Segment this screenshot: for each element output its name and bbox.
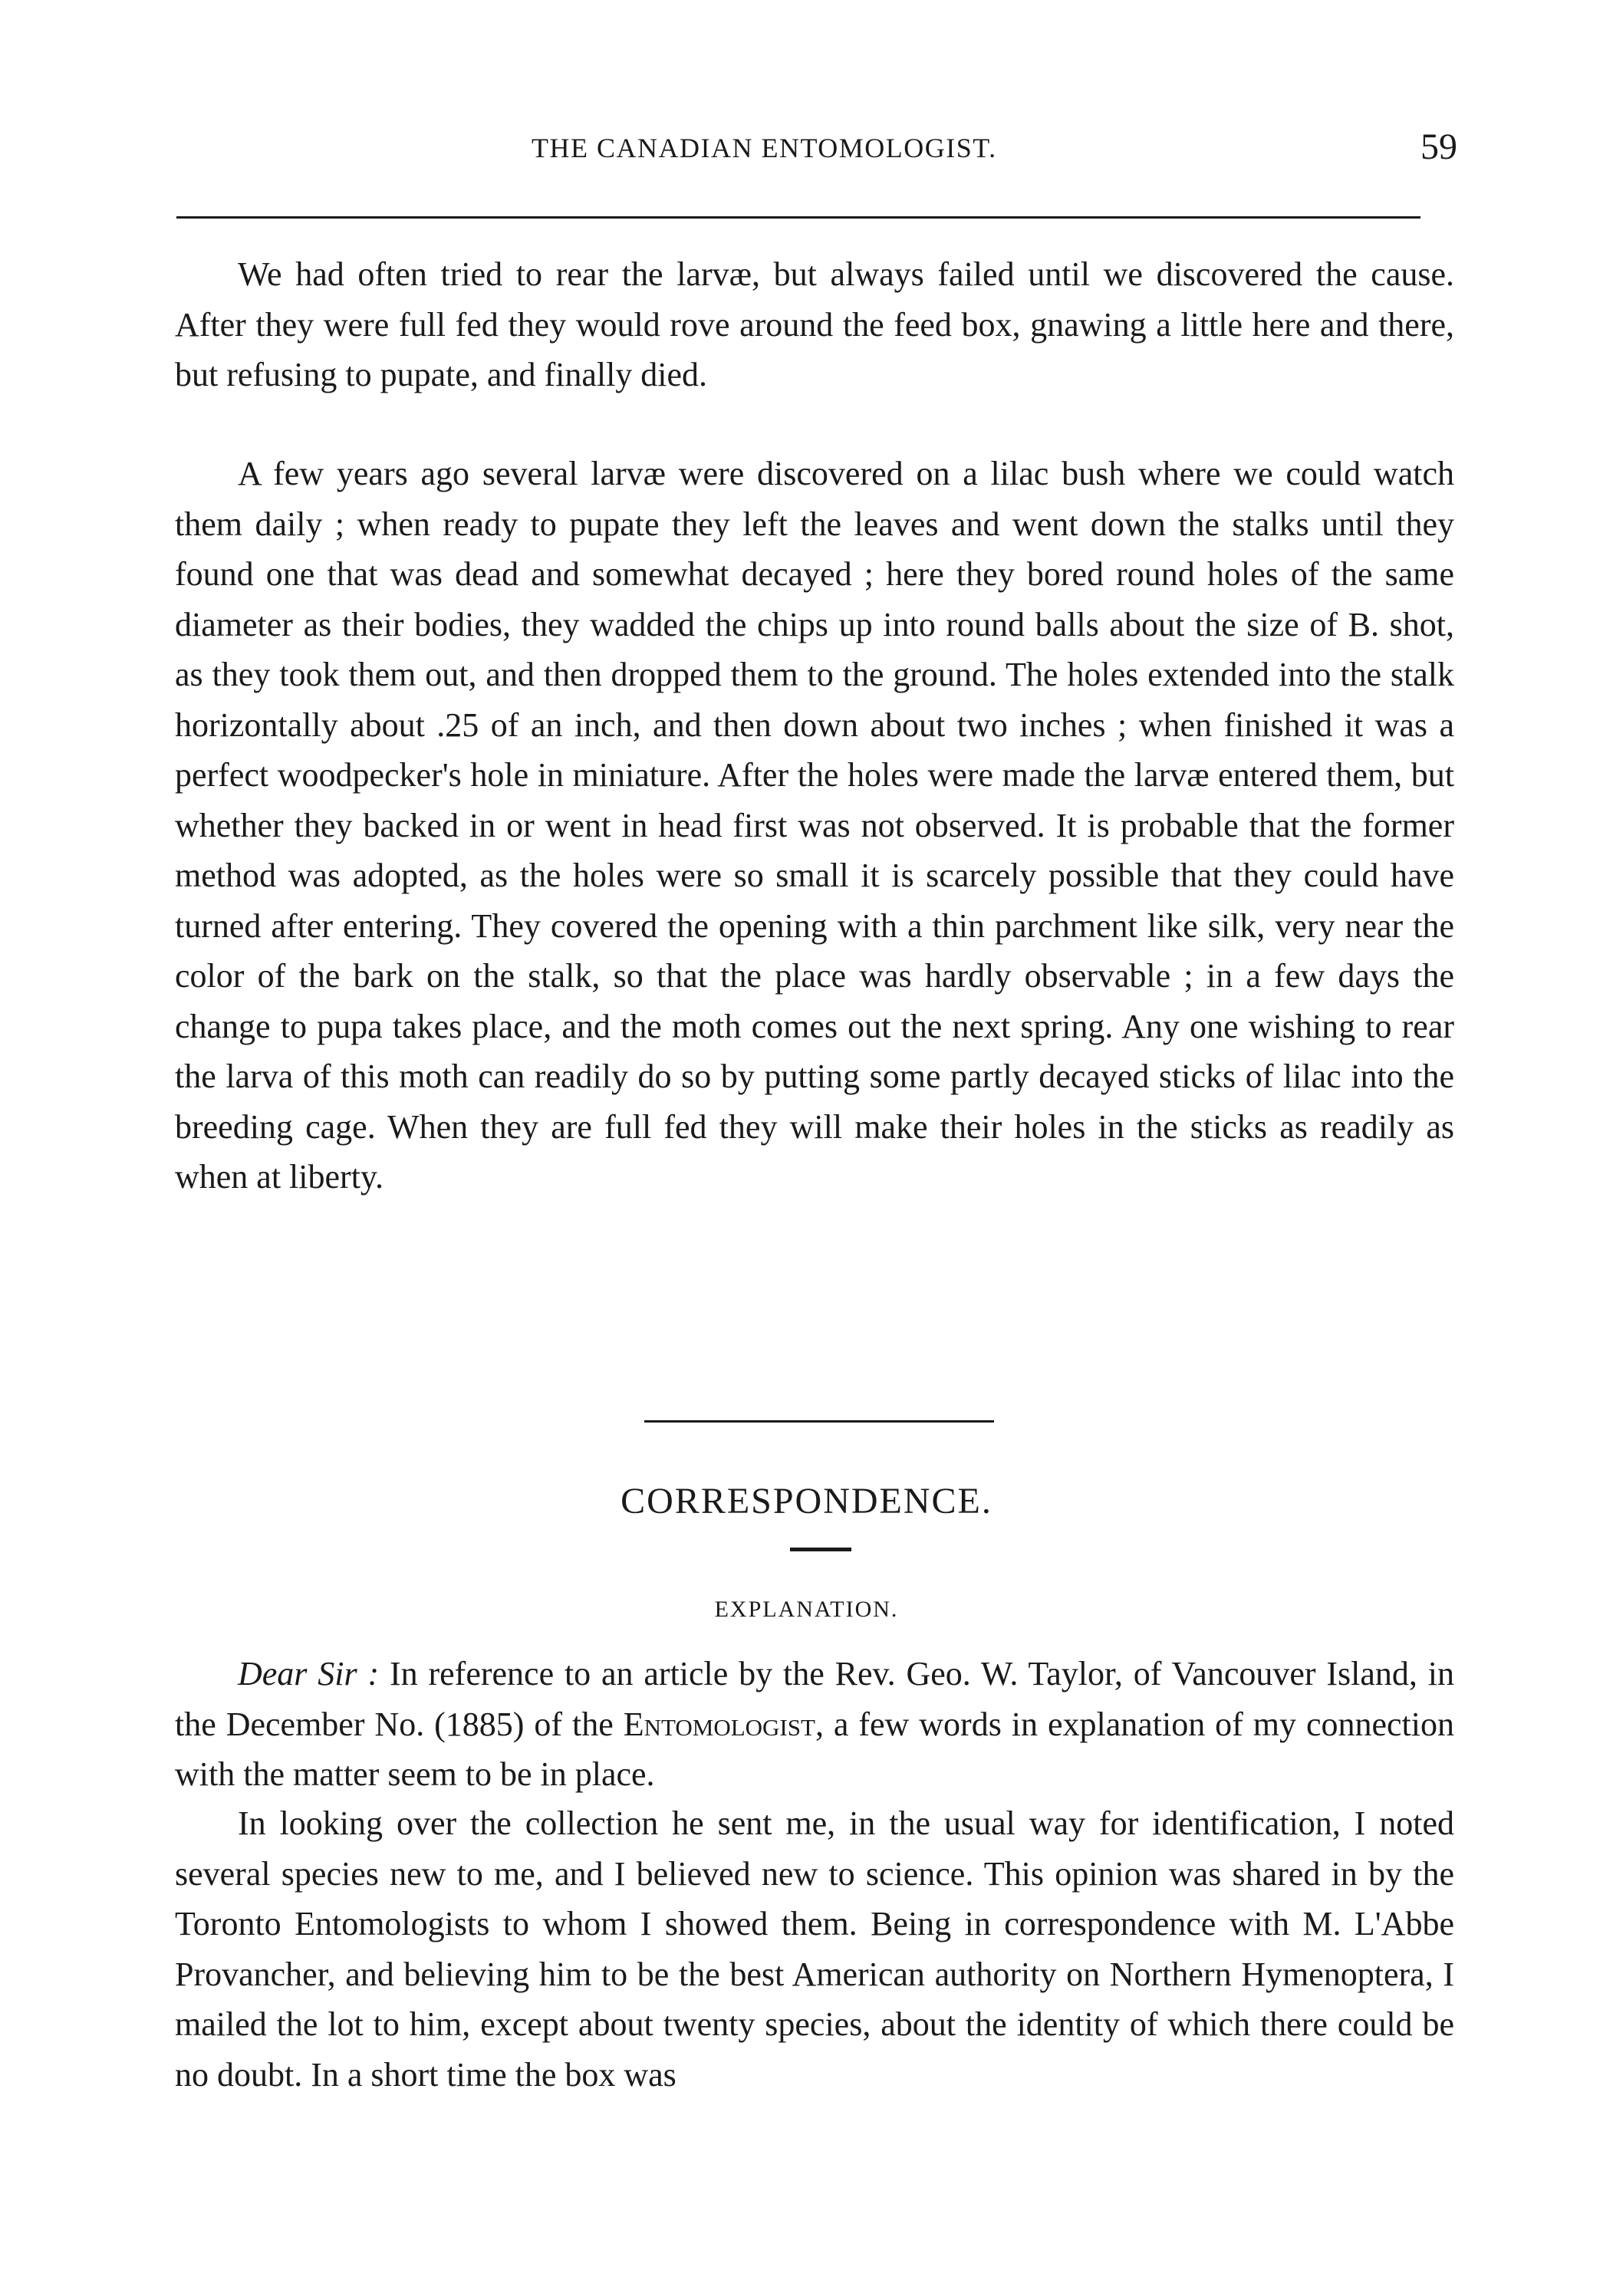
running-header	[176, 127, 1480, 178]
running-title: THE CANADIAN ENTOMOLOGIST.	[532, 133, 997, 163]
page-number: 59	[1420, 127, 1457, 167]
paragraph-larvae-rearing: We had often tried to rear the larvæ, but always failed until we discovered the cause. After they were full fed they would rove around the feed box, gnawing a little here and there, but refusing to pupate, and finally died.	[175, 255, 1454, 393]
section-heading: CORRESPONDENCE.	[621, 1481, 992, 1521]
letter-intro-text-b: , a few words in explanation of my connection with the matter seem to be in place.	[175, 1705, 1454, 1793]
journal-name: Entomologist	[623, 1705, 815, 1743]
paragraph-lilac-observation: A few years ago several larvæ were discovered on a lilac bush where we could watch them daily ; when ready to pupate they left the leaves and went down the stalks until they found one that was dead and somewhat decayed ; here they bored round holes of the same diameter as their bodies, they wadded the chips up into round balls about the size of B. shot, as they took them out, and then dropped them to the ground. The holes extended into the stalk horizontally about .25 of an inch, and then down about two inches ; when finished it was a perfect woodpecker's hole in miniature. After the holes were made the larvæ entered them, but whether they backed in or went in head first was not observed. It is probable that the former method was adopted, as the holes were so small it is scarcely possible that they could have turned after entering. They covered the opening with a thin parchment like silk, very near the color of the bark on the stalk, so that the place was hardly observable ; in a few days the change to pupa takes place, and the moth comes out the next spring. Any one wishing to rear the larva of this moth can readily do so by putting some partly decayed sticks of lilac into the breeding cage. When they are full fed they will make their holes in the sticks as readily as when at liberty.	[175, 455, 1454, 1196]
subheading: EXPLANATION.	[714, 1597, 899, 1622]
section-divider	[644, 1420, 994, 1423]
header-rule	[176, 216, 1420, 219]
paragraph-letter-intro	[175, 1649, 1454, 1800]
letter-intro-text-a: In reference to an article by the Rev. Geo. W. Taylor, of Vancouver Island, in the December No. (1885) of the	[175, 1655, 1454, 1743]
salutation: Dear Sir :	[238, 1655, 380, 1692]
heading-rule	[790, 1548, 851, 1551]
paragraph-letter-body: In looking over the collection he sent me, in the usual way for identification, I noted several species new to me, and I believed new to science. This opinion was shared in by the Toronto Entomologists to whom I showed them. Being in correspondence with M. L'Abbe Provancher, and believing him to be the best American authority on Northern Hymenoptera, I mailed the lot to him, except about twenty species, about the identity of which there could be no doubt. In a short time the box was	[175, 1804, 1454, 2094]
